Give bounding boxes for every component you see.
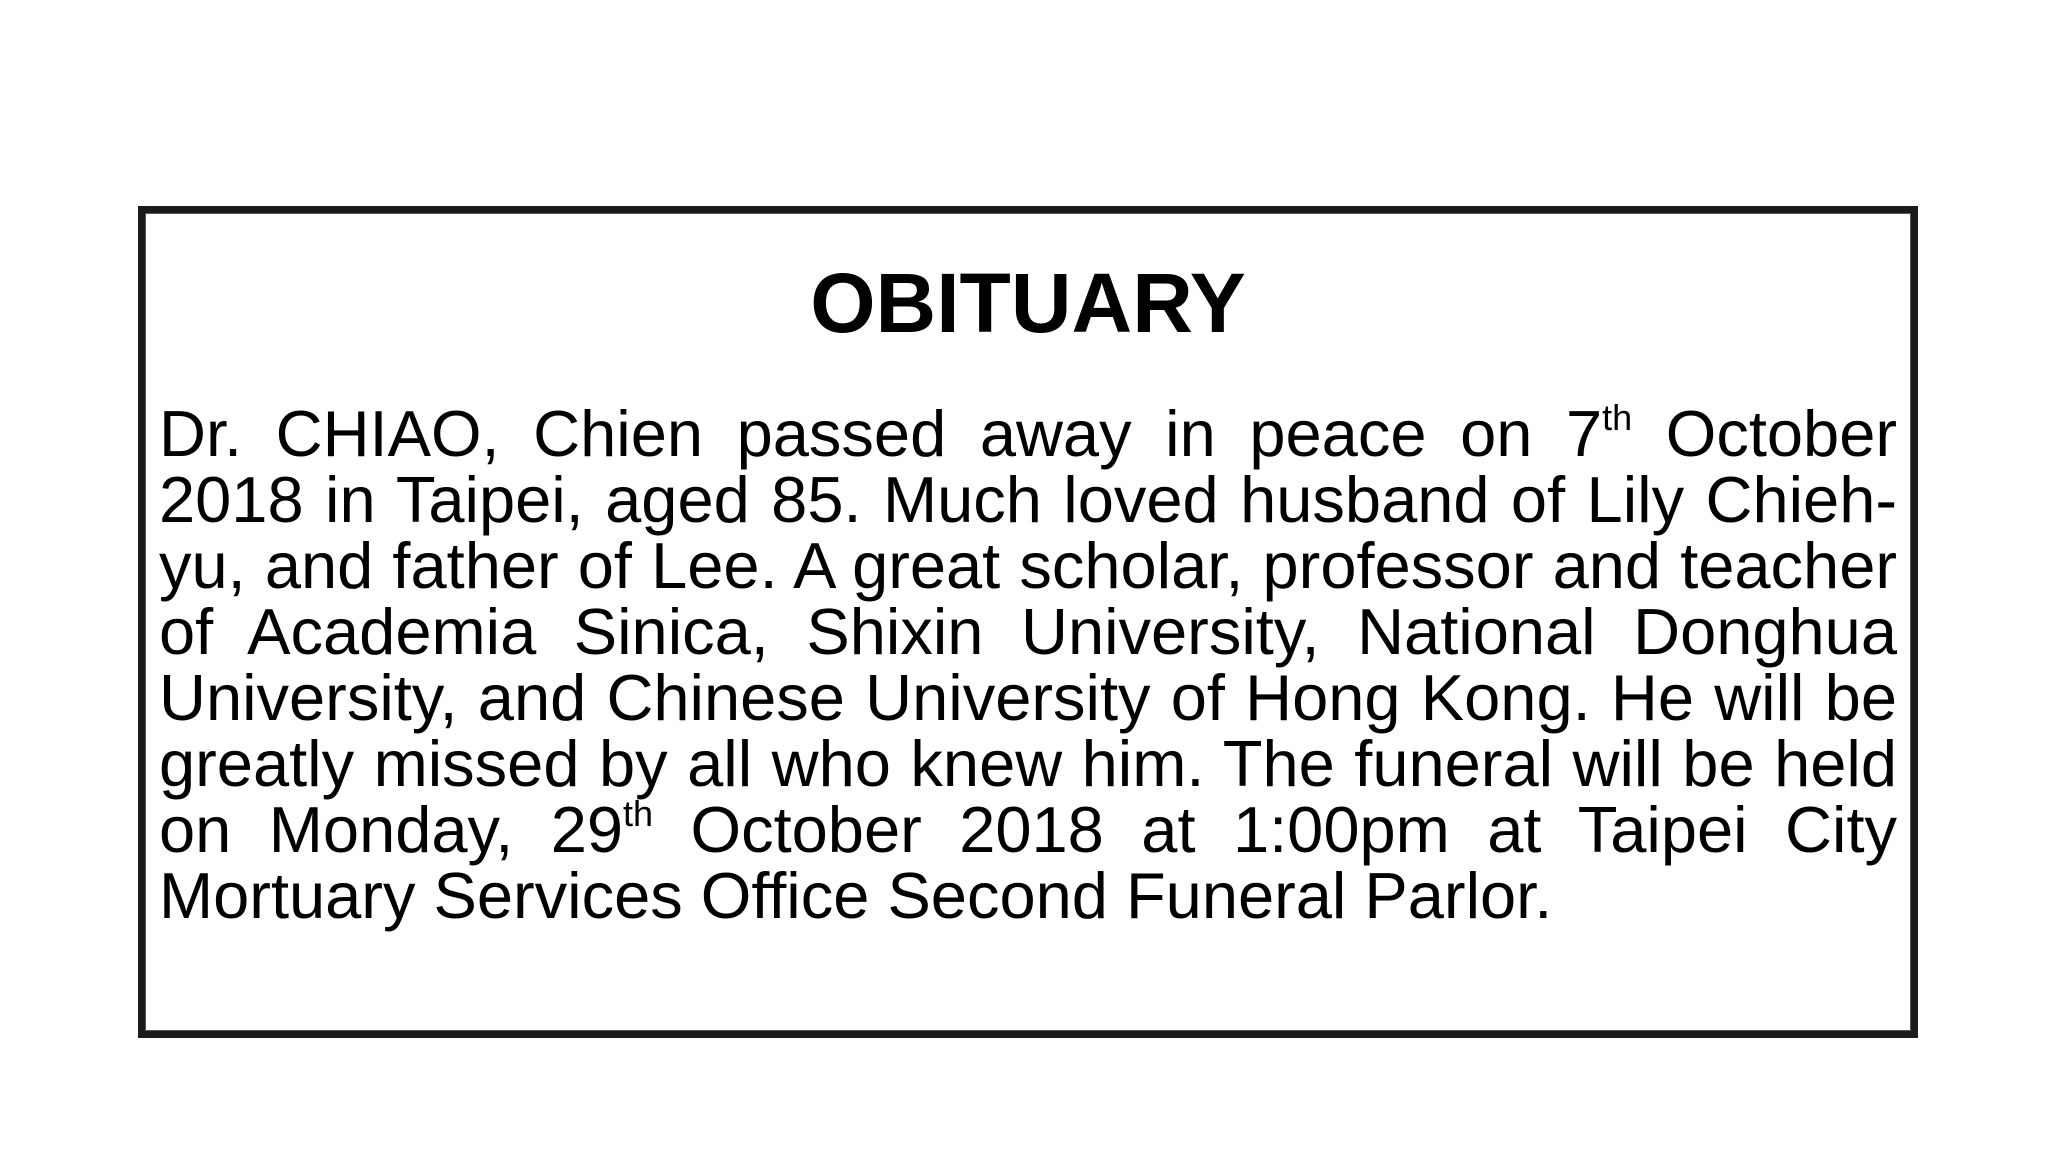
obituary-body [159,397,1898,932]
body-text-part-3: October 2018 at 1:00pm at Taipei City Mortuary Services Office Second Funeral Parlor. [159,793,1898,932]
ordinal-suffix-funeral-date: th [623,793,654,834]
body-text-part-1: Dr. CHIAO, Chien passed away in peace on 7 [159,397,1603,470]
obituary-box [138,206,1918,1038]
obituary-title: OBITUARY [810,256,1246,350]
body-text-part-2: October 2018 in Taipei, aged 85. Much loved husband of Lily Chieh-yu, and father of Lee. A great scholar, professor and teacher of Academia Sinica, Shixin University, National Donghua University, and Chinese University of Hong Kong. He will be greatly missed by all who knew him. The funeral will be held on Monday, 29 [159,397,1897,866]
ordinal-suffix-death-date: th [1602,397,1633,438]
